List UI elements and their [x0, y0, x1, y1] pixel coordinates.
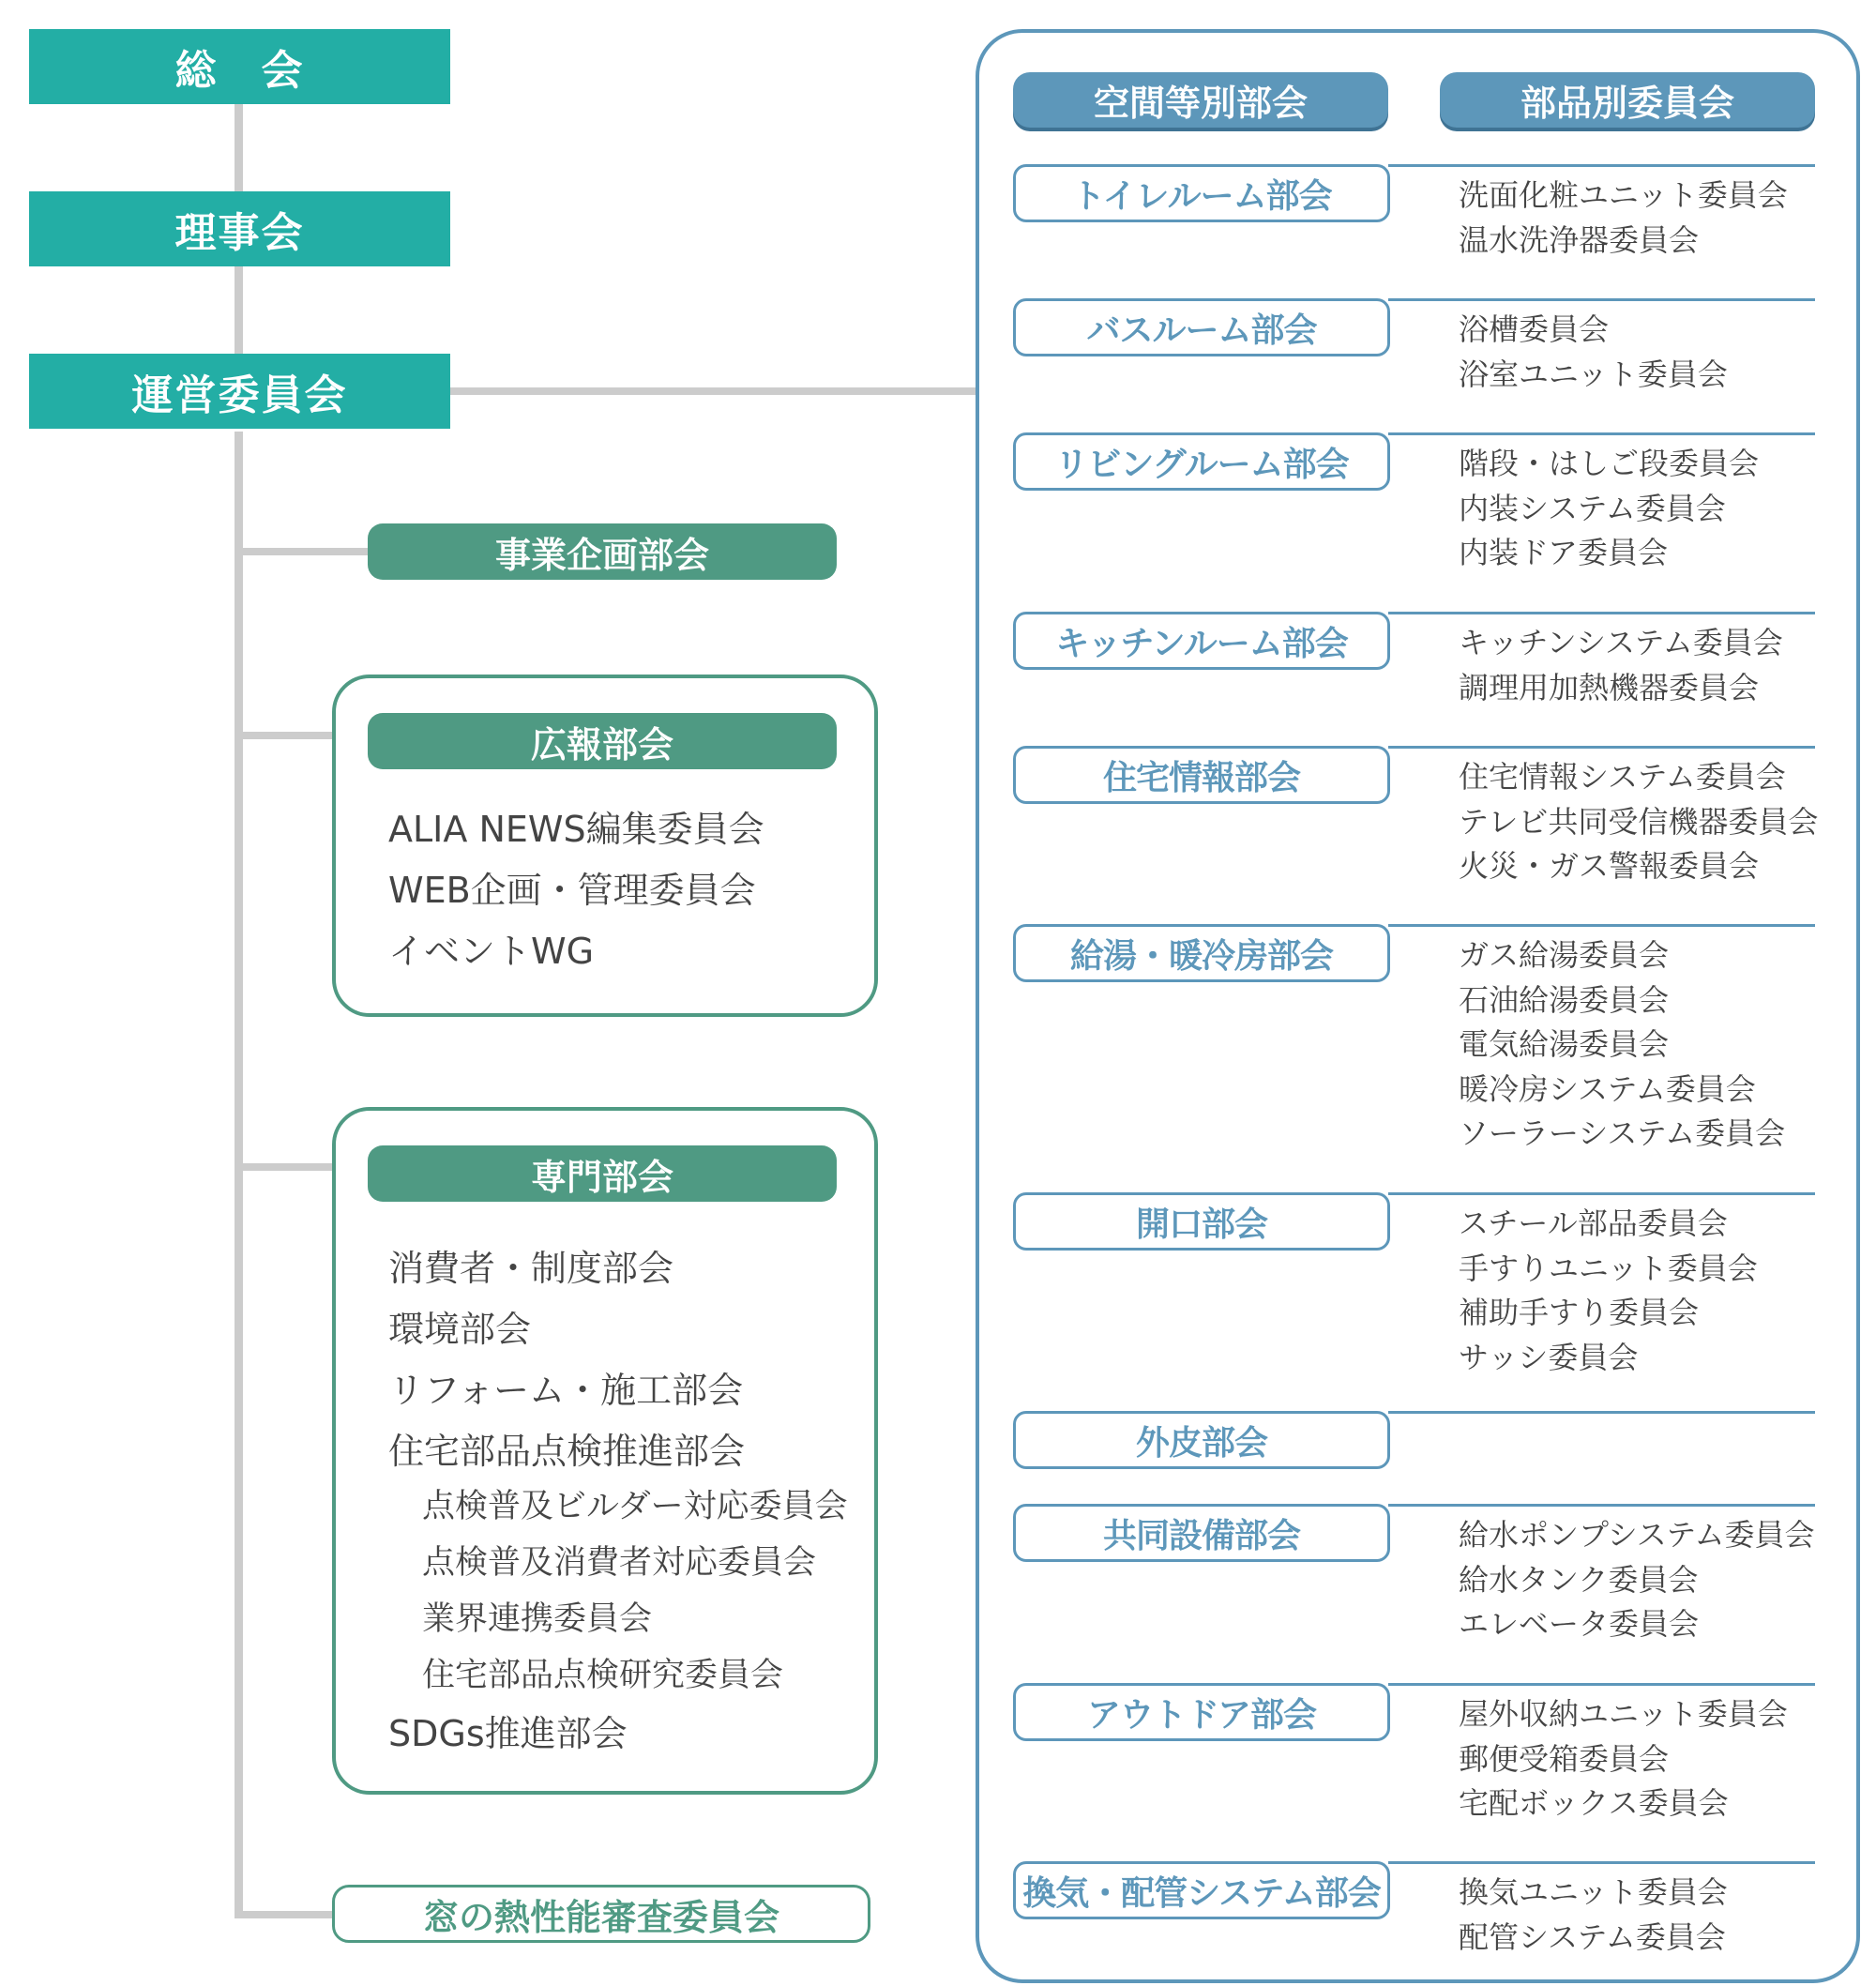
section-label: 換気・配管システム部会: [1013, 1861, 1390, 1919]
koho-box: [332, 675, 878, 1017]
mado-box: [332, 1885, 870, 1943]
section-divider: [1388, 298, 1815, 301]
connector-mado: [238, 1911, 332, 1918]
senmon-item: 住宅部品点検推進部会: [388, 1431, 746, 1472]
committee-item: 給水ポンプシステム委員会: [1459, 1517, 1815, 1553]
header-left-pill: [1013, 72, 1388, 128]
section-label: リビングルーム部会: [1013, 432, 1390, 491]
committee-item: 石油給湯委員会: [1459, 981, 1670, 1018]
committee-item: テレビ共同受信機器委員会: [1459, 803, 1819, 840]
committee-item: 内装ドア委員会: [1459, 535, 1669, 570]
section-divider: [1388, 1861, 1815, 1864]
section-items: [1459, 174, 1788, 263]
senmon-title-pill: [368, 1145, 837, 1202]
section-items: [1459, 933, 1785, 1157]
section-divider: [1388, 164, 1815, 167]
committee-item: 内装システム委員会: [1459, 490, 1726, 526]
connector-to-right: [450, 387, 977, 395]
committee-item: 暖冷房システム委員会: [1459, 1070, 1756, 1107]
section-label: 共同設備部会: [1013, 1504, 1390, 1562]
committee-item: ソーラーシステム委員会: [1459, 1115, 1786, 1151]
committee-item: 電気給湯委員会: [1459, 1026, 1670, 1062]
committee-item: スチール部品委員会: [1459, 1205, 1728, 1241]
connector-senmon: [238, 1163, 332, 1171]
committee-item: サッシ委員会: [1459, 1339, 1639, 1375]
section-label: 外皮部会: [1013, 1411, 1390, 1469]
committee-item: キッチンシステム委員会: [1459, 625, 1783, 660]
senmon-subitem: 点検普及ビルダー対応委員会: [422, 1488, 848, 1525]
mado-label: 窓の熱性能審査委員会: [422, 1896, 779, 1938]
general-assembly-label: 総 会: [174, 47, 305, 95]
section-label: 住宅情報部会: [1013, 746, 1390, 804]
section-divider: [1388, 746, 1815, 749]
senmon-item: リフォーム・施工部会: [388, 1370, 744, 1411]
committee-item: 補助手すり委員会: [1459, 1295, 1700, 1330]
committee-item: 配管システム委員会: [1459, 1918, 1726, 1955]
connector-koho: [238, 732, 332, 739]
board-box: [29, 191, 450, 266]
jigyo-label: 事業企画部会: [494, 534, 709, 576]
committee-item: 換気ユニット委員会: [1459, 1874, 1728, 1910]
section-divider: [1388, 1683, 1815, 1686]
header-right-label: 部品別委員会: [1520, 83, 1734, 124]
senmon-box: [332, 1107, 878, 1795]
senmon-item: 環境部会: [388, 1309, 532, 1350]
connector-jigyo: [238, 548, 368, 555]
section-divider: [1388, 612, 1815, 614]
section-label: キッチンルーム部会: [1013, 612, 1390, 670]
senmon-item-last: SDGs推進部会: [388, 1713, 628, 1754]
senmon-title: 専門部会: [530, 1156, 673, 1198]
steering-committee-label: 運営委員会: [131, 371, 348, 419]
section-label: 給湯・暖冷房部会: [1013, 924, 1390, 982]
section-divider: [1388, 432, 1815, 435]
committee-item: 郵便受箱委員会: [1459, 1740, 1670, 1777]
header-left-label: 空間等別部会: [1093, 83, 1308, 124]
koho-item: WEB企画・管理委員会: [388, 870, 756, 911]
committee-item: 調理用加熱機器委員会: [1459, 669, 1760, 705]
connector-vertical-main: [234, 432, 243, 1918]
koho-title: 広報部会: [530, 723, 673, 766]
committee-item: エレベータ委員会: [1459, 1606, 1700, 1642]
section-items: [1459, 755, 1818, 889]
koho-title-pill: [368, 713, 837, 769]
header-right-pill: [1440, 72, 1815, 128]
section-label: バスルーム部会: [1013, 298, 1390, 356]
senmon-subitem: 点検普及消費者対応委員会: [422, 1544, 817, 1582]
committee-item: 手すりユニット委員会: [1459, 1250, 1758, 1286]
committee-item: 宅配ボックス委員会: [1459, 1785, 1729, 1821]
section-items: [1459, 1871, 1728, 1960]
section-items: [1459, 442, 1759, 576]
committee-item: 浴槽委員会: [1459, 311, 1610, 347]
committee-item: 火災・ガス警報委員会: [1459, 848, 1760, 884]
koho-item: ALIA NEWS編集委員会: [388, 809, 764, 850]
section-label: トイレルーム部会: [1013, 164, 1390, 222]
section-label: アウトドア部会: [1013, 1683, 1390, 1741]
senmon-item: 消費者・制度部会: [388, 1248, 674, 1289]
section-items: [1459, 1202, 1758, 1380]
general-assembly-box: [29, 29, 450, 104]
section-items: [1459, 308, 1728, 397]
committee-item: 屋外収納ユニット委員会: [1459, 1696, 1788, 1732]
section-items: [1459, 1513, 1815, 1647]
committee-item: 洗面化粧ユニット委員会: [1459, 177, 1788, 213]
senmon-subitem: 住宅部品点検研究委員会: [422, 1657, 784, 1694]
koho-item: イベントWG: [388, 931, 595, 972]
committee-item: 給水タンク委員会: [1459, 1561, 1699, 1598]
section-divider: [1388, 1504, 1815, 1507]
committee-item: 温水洗浄器委員会: [1459, 221, 1700, 258]
committee-item: 浴室ユニット委員会: [1459, 356, 1728, 392]
section-label: 開口部会: [1013, 1192, 1390, 1251]
steering-committee-box: [29, 354, 450, 429]
board-label: 理事会: [174, 209, 305, 257]
section-divider: [1388, 1192, 1815, 1195]
section-divider: [1388, 1411, 1815, 1414]
committee-item: 階段・はしご段委員会: [1459, 446, 1760, 481]
jigyo-pill: [368, 523, 837, 580]
committee-item: ガス給湯委員会: [1459, 937, 1670, 973]
section-items: [1459, 1692, 1788, 1827]
senmon-subitem: 業界連携委員会: [422, 1600, 653, 1638]
section-divider: [1388, 924, 1815, 927]
section-items: [1459, 621, 1783, 710]
committee-item: 住宅情報システム委員会: [1459, 759, 1786, 795]
